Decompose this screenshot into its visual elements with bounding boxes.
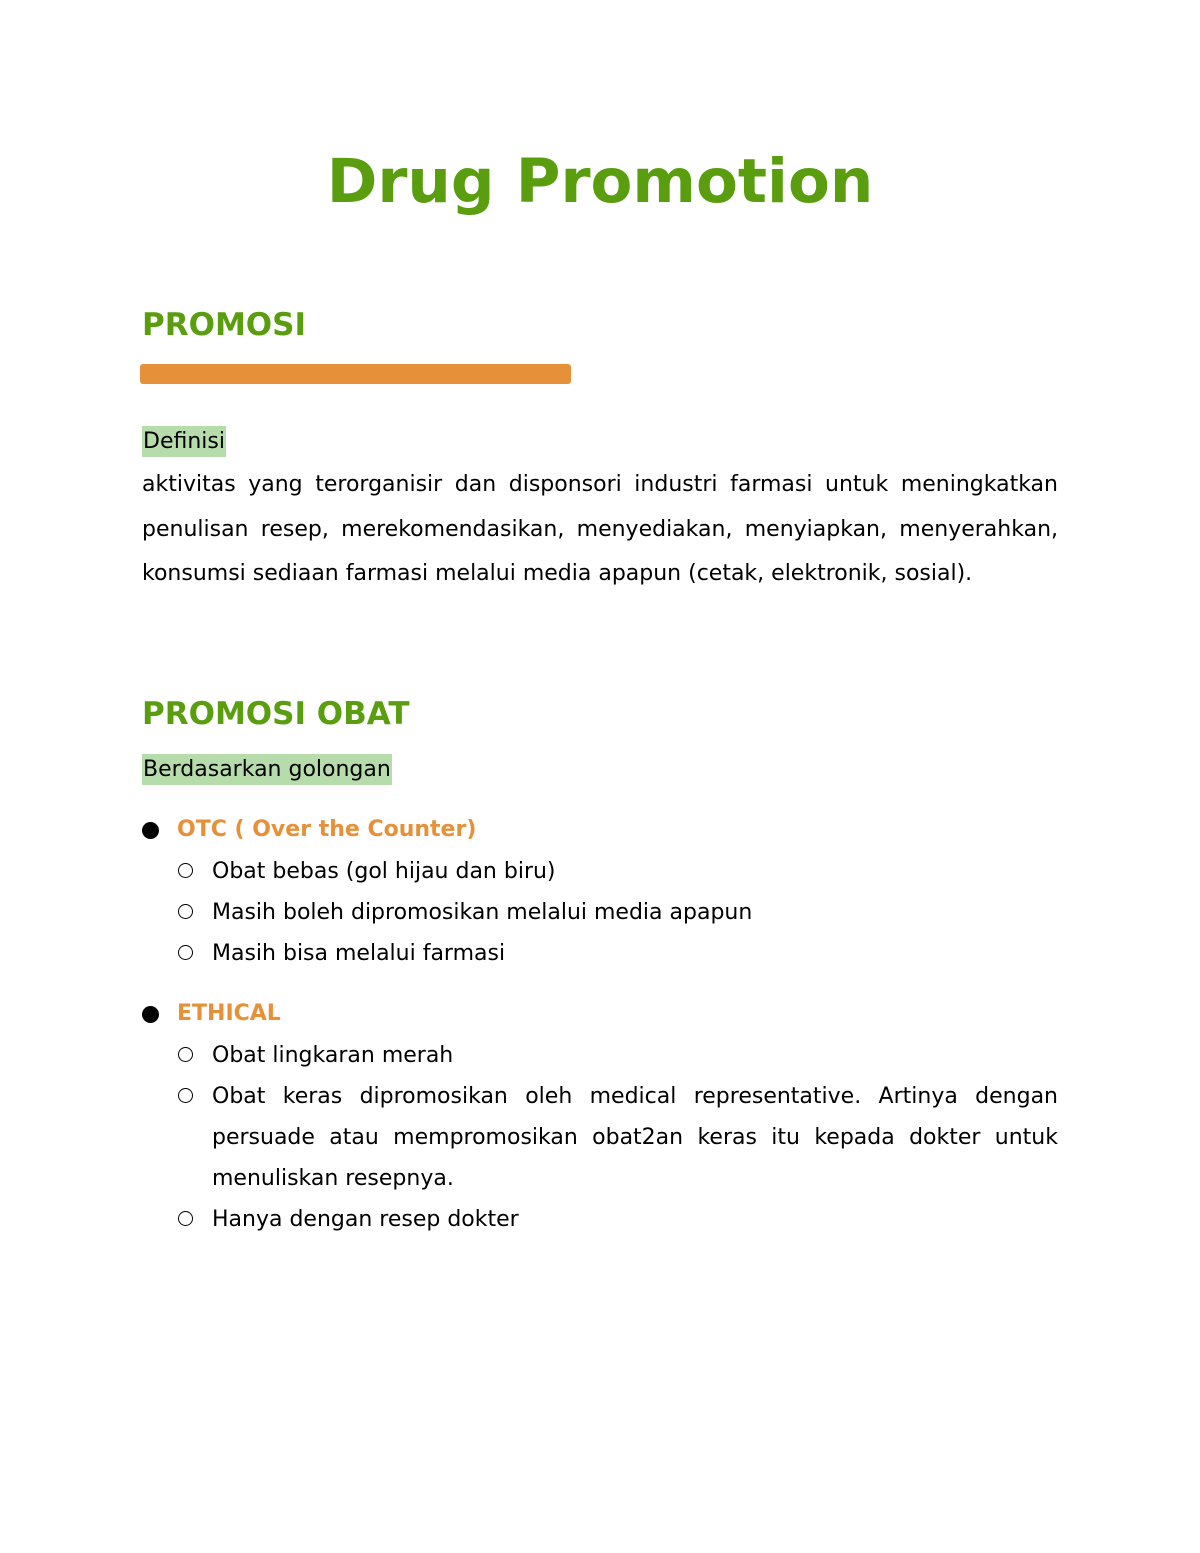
bullet-circle-icon [178, 1211, 193, 1226]
list-item-text: Masih bisa melalui farmasi [212, 941, 506, 966]
bullet-circle-icon [178, 863, 193, 878]
bullet-circle-icon [178, 1088, 193, 1103]
bullet-disc-icon [142, 1006, 159, 1023]
group-label-otc: OTC ( Over the Counter) [177, 817, 477, 842]
list-item-text: Obat lingkaran merah [212, 1043, 454, 1068]
bullet-circle-icon [178, 945, 193, 960]
bullet-circle-icon [178, 1047, 193, 1062]
document-title: Drug Promotion [326, 146, 874, 217]
bullet-circle-icon [178, 904, 193, 919]
list-item [177, 933, 1058, 974]
definition-label: Definisi [142, 426, 226, 457]
list-item-text: Masih boleh dipromosikan melalui media apapun [212, 900, 753, 925]
list-item [177, 851, 1058, 892]
orange-divider [140, 364, 571, 384]
list-item-text: Obat keras dipromosikan oleh medical representative. Artinya dengan persuade atau mempromosikan obat2an keras itu kepada dokter untuk menuliskan resepnya. [212, 1084, 1058, 1191]
definition-text: aktivitas yang terorganisir dan disponsori industri farmasi untuk meningkatkan penulisan resep, merekomendasikan, menyediakan, menyiapkan, menyerahkan, konsumsi sediaan farmasi melalui media apapun (cetak, elektronik, sosial). [142, 472, 1058, 586]
list-item [177, 1035, 1058, 1076]
section-heading-promosi: PROMOSI [142, 307, 307, 343]
group-label-ethical: ETHICAL [177, 1001, 281, 1026]
list-item [177, 1076, 1058, 1199]
list-item [177, 1199, 1058, 1240]
list-item-text: Hanya dengan resep dokter [212, 1207, 519, 1232]
section-heading-promosi-obat: PROMOSI OBAT [142, 696, 410, 732]
list-item-text: Obat bebas (gol hijau dan biru) [212, 859, 556, 884]
classification-label: Berdasarkan golongan [142, 754, 392, 785]
list-item [177, 892, 1058, 933]
bullet-disc-icon [142, 822, 159, 839]
